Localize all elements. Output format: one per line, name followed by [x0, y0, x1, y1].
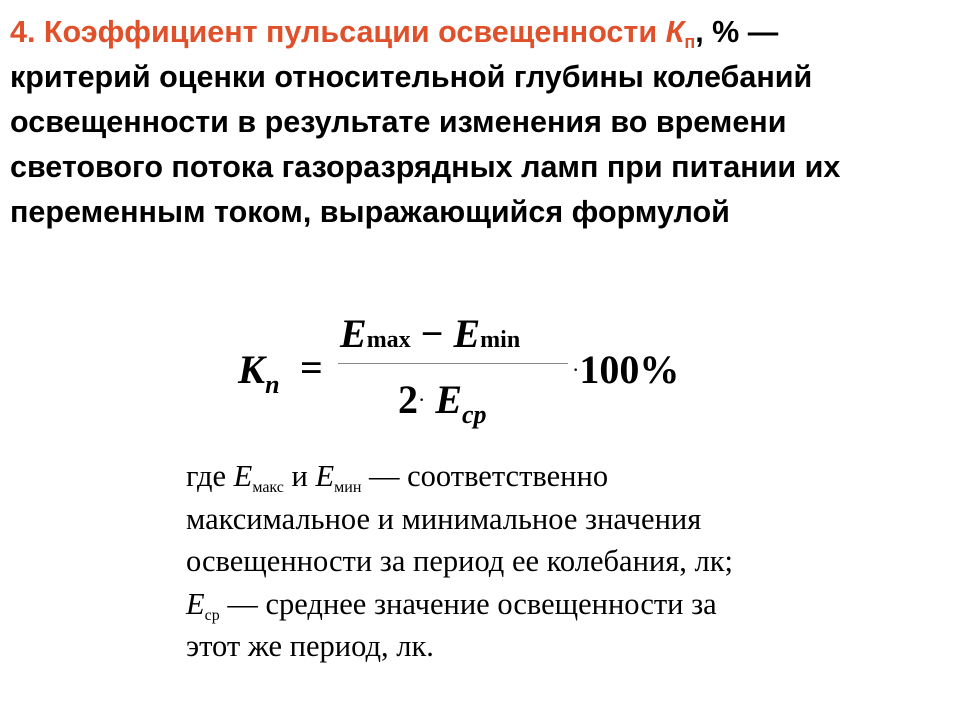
formula-equals: = — [300, 345, 323, 390]
pulsation-formula — [238, 310, 718, 440]
heading-line-3: освещенности в результате изменения во времени — [10, 105, 787, 139]
formula-lhs: $К_п$ — [238, 347, 280, 399]
formula-denominator: $2\cdot E_{ср}$ — [398, 377, 487, 429]
heading-line-4: светового потока газоразрядных ламп при питании их — [10, 150, 841, 184]
explanation-line-5: этот же период, лк. — [186, 629, 434, 663]
heading-line-2: критерий оценки относительной глубины колебаний — [10, 60, 813, 94]
explanation-line-4: $E_{ср}$ — среднее значение освещенности за — [186, 586, 717, 624]
definition-heading — [10, 10, 950, 235]
heading-unit-suffix: , % — — [695, 15, 779, 49]
heading-title: Коэффициент пульсации освещенности — [43, 15, 658, 49]
explanation-line-3: освещенности за период ее колебания, лк; — [186, 544, 734, 578]
explanation-line-2: максимальное и минимальное значения — [186, 501, 702, 536]
formula-explanation — [186, 455, 906, 668]
heading-line-5: переменным током, выражающийся формулой — [10, 195, 730, 229]
formula-numerator: Emax − Emin — [340, 311, 521, 356]
heading-number: 4. — [10, 15, 36, 49]
formula-multiplier: ·100% — [572, 347, 680, 392]
fraction-bar — [338, 363, 568, 364]
explanation-line-1: где $E_{макс}$ и $E_{мин}$ — соответственно — [186, 459, 609, 496]
heading-symbol: $К_п$ — [665, 15, 696, 52]
heading-line-1 — [10, 10, 950, 55]
